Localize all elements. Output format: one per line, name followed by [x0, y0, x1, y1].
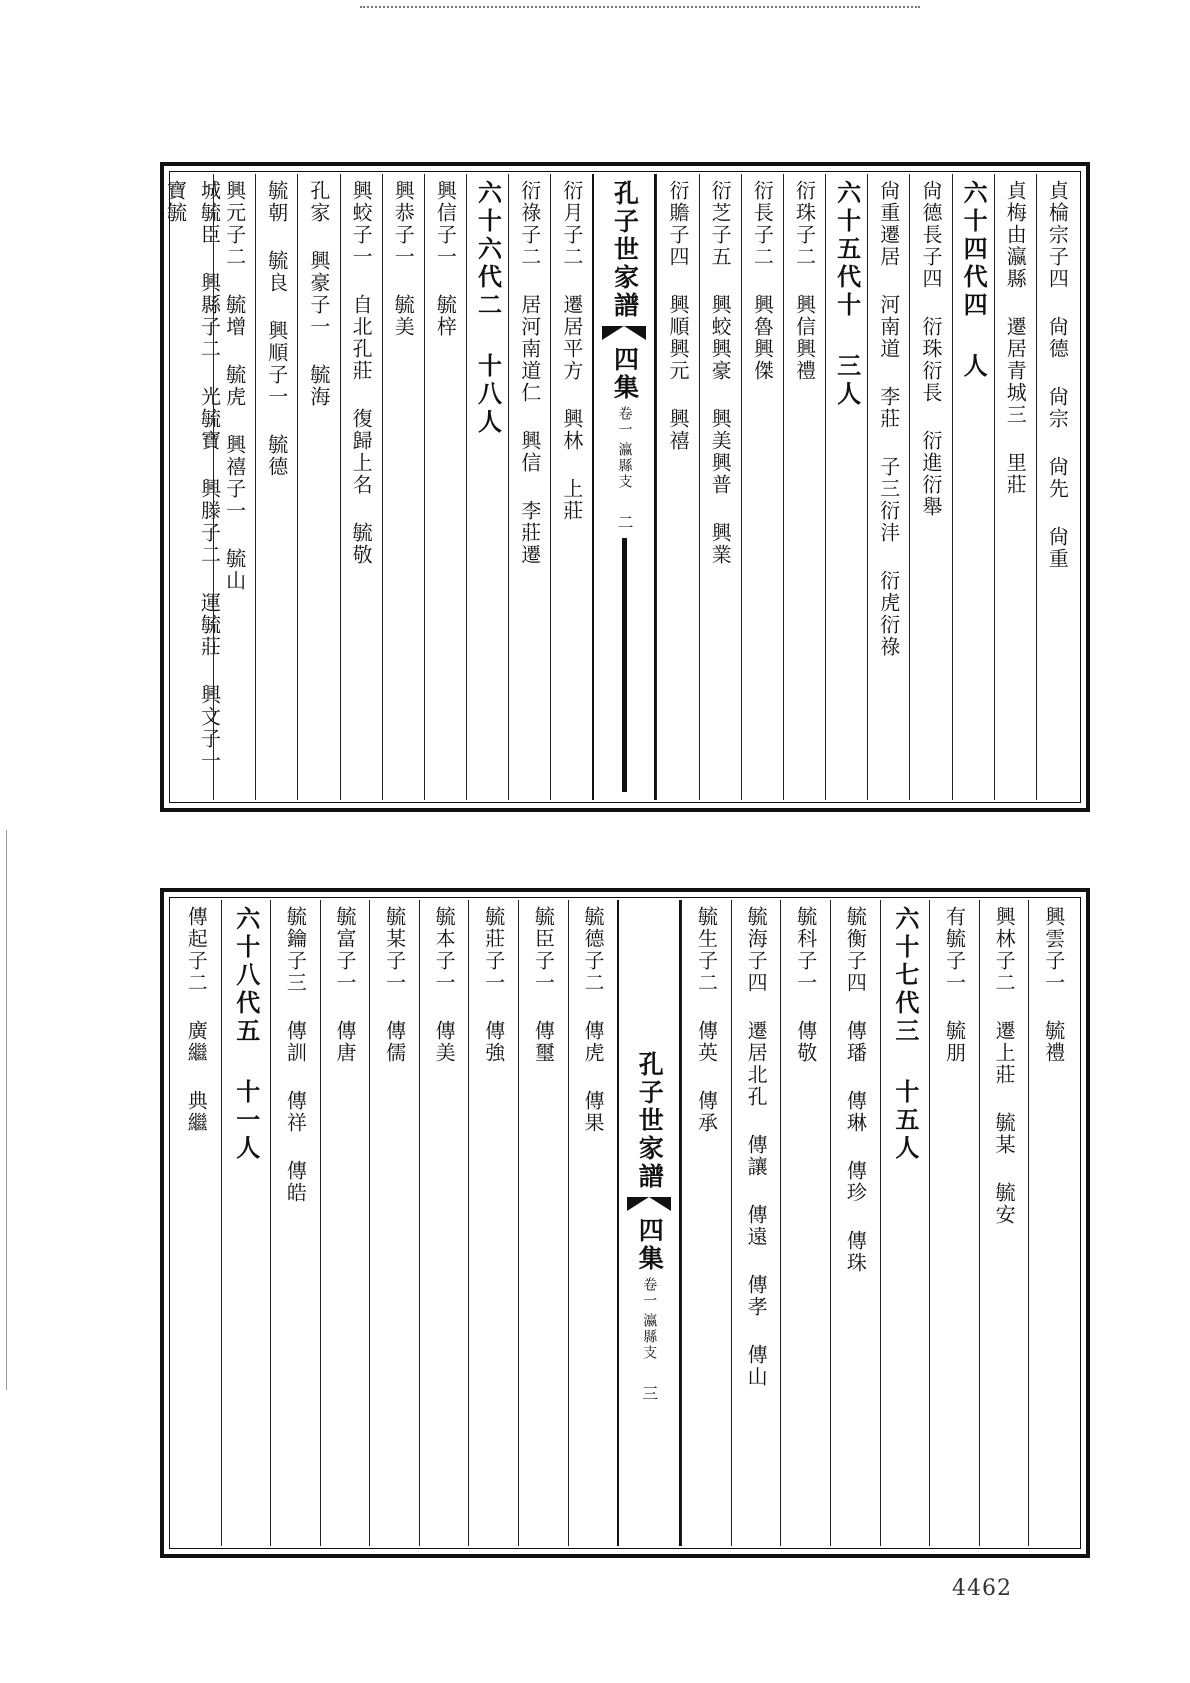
text-column — [508, 174, 550, 800]
column-text: 毓生子二 傳英 傳承 — [694, 906, 719, 1134]
column-text: 興信子一 毓梓 — [433, 180, 458, 338]
column-text: 毓本子一 傳美 — [432, 906, 457, 1064]
generation-heading-column — [952, 174, 994, 800]
page-number: 4462 — [952, 1576, 1012, 1601]
generation-heading-column — [880, 900, 930, 1546]
text-column — [163, 174, 222, 800]
generation-heading-column — [825, 174, 867, 800]
text-column — [929, 900, 979, 1546]
text-column — [867, 174, 909, 800]
text-column — [1028, 900, 1078, 1546]
column-text: 毓海子四 遷居北孔 傳讓 傳遠 傳孝 傳山 — [744, 906, 769, 1388]
column-text: 毓衡子四 傳璠 傳琳 傳珍 傳珠 — [843, 906, 868, 1274]
text-column — [320, 900, 370, 1546]
column-text: 衍長子二 興魯興傑 — [750, 180, 775, 382]
page-columns — [172, 900, 1078, 1546]
generation-heading: 六十七代三 十五人 — [890, 906, 920, 1163]
column-text: 衍珠子二 興信興禮 — [792, 180, 817, 382]
column-text: 衍芝子五 興蛟興豪 興美興普 興業 — [708, 180, 733, 566]
column-text: 興林子二 遷上莊 毓某 毓安 — [992, 906, 1017, 1226]
text-column — [909, 174, 951, 800]
column-text: 孔家 興豪子一 毓海 — [306, 180, 331, 408]
genealogy-page-bottom — [160, 888, 1090, 1558]
volume-label: 卷一 — [616, 406, 633, 438]
text-column — [255, 174, 297, 800]
column-text: 毓鑰子三 傳訓 傳祥 傳皓 — [283, 906, 308, 1204]
branch-label: 瀛縣支 — [641, 1313, 658, 1361]
column-text: 毓臣子一 傳璽 — [531, 906, 556, 1064]
generation-heading-column — [221, 900, 271, 1546]
column-text: 毓富子一 傳唐 — [332, 906, 357, 1064]
column-text: 毓朝 毓良 興順子一 毓德 — [264, 180, 289, 478]
column-text: 衍祿子二 居河南道仁 興信 李莊遷 — [517, 180, 542, 566]
text-column — [830, 900, 880, 1546]
column-text: 傳起子二 廣繼 典繼 — [184, 906, 209, 1134]
text-column — [369, 900, 419, 1546]
text-column — [419, 900, 469, 1546]
center-fold — [617, 900, 681, 1546]
column-text: 衍贍子四 興順興元 興禧 — [666, 180, 691, 452]
generation-heading: 六十四代四 人 — [959, 180, 989, 381]
page-columns — [163, 174, 1078, 800]
column-text: 城毓臣 興縣子二 光毓寶 興滕子二 運毓莊 興文子一 寶毓 — [163, 180, 222, 798]
column-text: 毓科子一 傳敬 — [793, 906, 818, 1064]
branch-label: 瀛縣支 — [616, 442, 633, 490]
column-text: 尙德長子四 衍珠衍長 衍進衍舉 — [918, 180, 943, 518]
text-column — [270, 900, 320, 1546]
generation-heading-column — [466, 174, 508, 800]
text-column — [468, 900, 518, 1546]
book-title: 孔子世家譜 — [635, 1051, 665, 1191]
scan-artifact — [360, 6, 920, 20]
text-column — [731, 900, 781, 1546]
fishtail-mark — [602, 326, 646, 340]
series-label: 四集 — [635, 1217, 665, 1273]
text-column — [340, 174, 382, 800]
column-text: 毓某子一 傳儒 — [382, 906, 407, 1064]
text-column — [979, 900, 1029, 1546]
text-column — [424, 174, 466, 800]
text-column — [518, 900, 568, 1546]
text-column — [780, 900, 830, 1546]
center-fold — [592, 174, 656, 800]
center-bar — [622, 538, 627, 792]
text-column — [783, 174, 825, 800]
text-column — [213, 174, 255, 800]
genealogy-page-top — [160, 162, 1090, 812]
text-column — [1036, 174, 1078, 800]
column-text: 貞梅由瀛縣 遷居青城三 里莊 — [1003, 180, 1028, 496]
scan-edge-line — [6, 830, 7, 1390]
series-label: 四集 — [610, 346, 640, 402]
generation-heading: 六十六代二 十八人 — [473, 180, 503, 437]
text-column — [656, 174, 698, 800]
text-column — [550, 174, 592, 800]
book-title: 孔子世家譜 — [610, 180, 640, 320]
column-text: 衍月子二 遷居平方 興林 上莊 — [559, 180, 584, 522]
volume-label: 卷一 — [641, 1277, 658, 1309]
column-text: 貞棆宗子四 尙德 尙宗 尙先 尙重 — [1045, 180, 1070, 570]
column-text: 興恭子一 毓美 — [391, 180, 416, 338]
text-column — [382, 174, 424, 800]
column-text: 興元子二 毓增 毓虎 興禧子一 毓山 — [222, 180, 247, 592]
generation-heading: 六十五代十 三人 — [832, 180, 862, 409]
text-column — [297, 174, 339, 800]
column-text: 興雲子一 毓禮 — [1041, 906, 1066, 1064]
column-text: 興蛟子一 自北孔莊 復歸上名 毓敬 — [349, 180, 374, 566]
leaf-number: 三 — [639, 1385, 659, 1401]
text-column — [568, 900, 618, 1546]
leaf-number: 二 — [614, 514, 634, 530]
column-text: 毓德子二 傳虎 傳果 — [580, 906, 605, 1134]
column-text: 尙重遷居 河南道 李莊 子三衍沣 衍虎衍祿 — [876, 180, 901, 658]
text-column — [172, 900, 221, 1546]
text-column — [741, 174, 783, 800]
text-column — [699, 174, 741, 800]
column-text: 有毓子一 毓朋 — [942, 906, 967, 1064]
text-column — [681, 900, 731, 1546]
column-text: 毓莊子一 傳強 — [481, 906, 506, 1064]
fishtail-mark — [627, 1197, 671, 1211]
generation-heading: 六十八代五 十一人 — [231, 906, 261, 1163]
text-column — [994, 174, 1036, 800]
